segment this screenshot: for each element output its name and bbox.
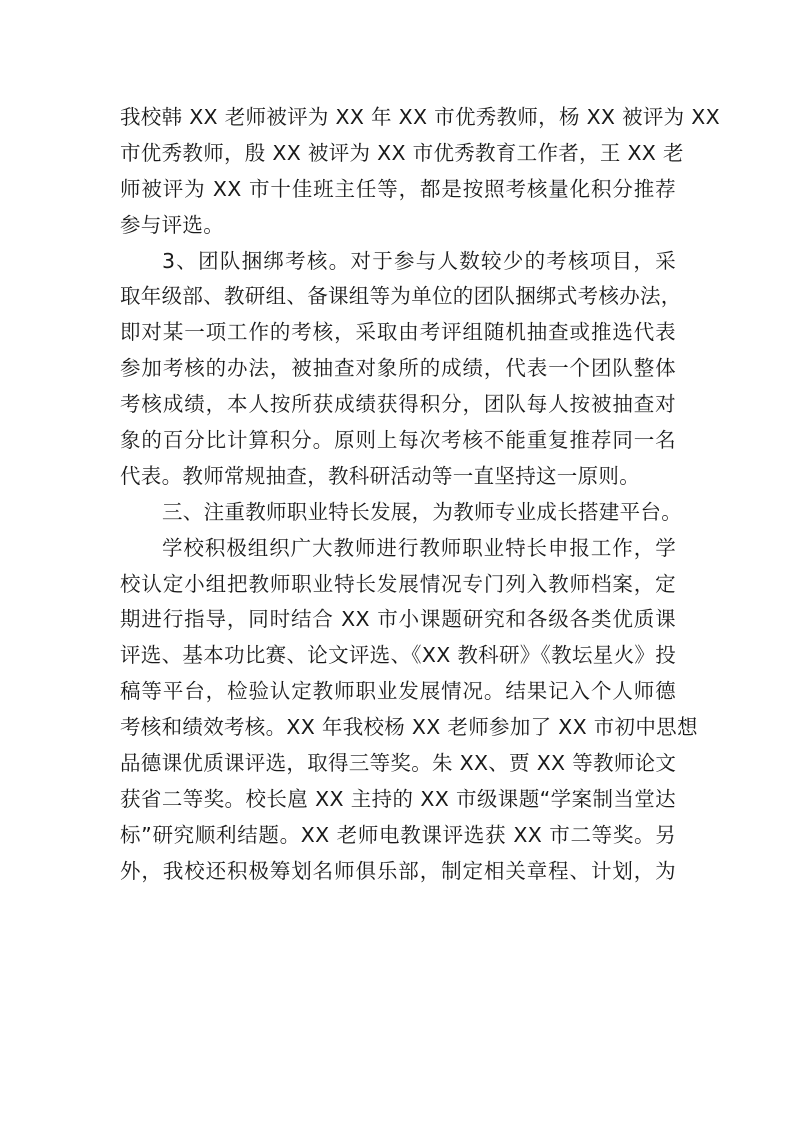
paragraph-4-line-7: 品德课优质课评选，取得三等奖。朱 XX、贾 XX 等教师论文 xyxy=(120,751,677,776)
paragraph-2-line-6: 象的百分比计算积分。原则上每次考核不能重复推荐同一名 xyxy=(120,428,676,453)
paragraph-2-line-2: 取年级部、教研组、备课组等为单位的团队捆绑式考核办法， xyxy=(120,284,682,309)
paragraph-4-line-8: 获省二等奖。校长扈 XX 主持的 XX 市级课题“学案制当堂达 xyxy=(120,786,676,811)
document-body xyxy=(120,100,720,890)
section-heading: 三、注重教师职业特长发展，为教师专业成长搭建平台。 xyxy=(162,499,682,524)
paragraph-2-line-1: 3、团队捆绑考核。对于参与人数较少的考核项目，采 xyxy=(162,248,676,273)
paragraph-4-line-2: 校认定小组把教师职业特长发展情况专门列入教师档案，定 xyxy=(120,571,676,596)
paragraph-4-line-10: 外，我校还积极筹划名师俱乐部，制定相关章程、计划，为 xyxy=(120,858,676,883)
paragraph-4-line-6: 考核和绩效考核。XX 年我校杨 XX 老师参加了 XX 市初中思想 xyxy=(120,715,698,740)
paragraph-4-line-4: 评选、基本功比赛、论文评选、《XX 教科研》《教坛星火》投 xyxy=(120,643,676,668)
paragraph-2-line-7: 代表。教师常规抽查，教科研活动等一直坚持这一原则。 xyxy=(120,463,640,488)
paragraph-2-line-4: 参加考核的办法，被抽查对象所的成绩，代表一个团队整体 xyxy=(120,356,676,381)
paragraph-1-line-1: 我校韩 XX 老师被评为 XX 年 XX 市优秀教师，杨 XX 被评为 XX xyxy=(120,105,720,129)
paragraph-4-line-1: 学校积极组织广大教师进行教师职业特长申报工作，学 xyxy=(162,535,676,560)
paragraph-1-line-3: 师被评为 XX 市十佳班主任等，都是按照考核量化积分推荐 xyxy=(120,176,676,201)
paragraph-1-line-4: 参与评选。 xyxy=(120,212,224,237)
paragraph-4-line-5: 稿等平台，检验认定教师职业发展情况。结果记入个人师德 xyxy=(120,679,676,704)
paragraph-2-line-3: 即对某一项工作的考核，采取由考评组随机抽查或推选代表 xyxy=(120,320,676,345)
paragraph-2-line-5: 考核成绩，本人按所获成绩获得积分，团队每人按被抽查对 xyxy=(120,392,676,417)
paragraph-4-line-9: 标”研究顺利结题。XX 老师电教课评选获 XX 市二等奖。另 xyxy=(120,822,676,847)
paragraph-1-line-2: 市优秀教师，殷 XX 被评为 XX 市优秀教育工作者，王 XX 老 xyxy=(120,140,684,165)
paragraph-4-line-3: 期进行指导，同时结合 XX 市小课题研究和各级各类优质课 xyxy=(120,607,676,632)
